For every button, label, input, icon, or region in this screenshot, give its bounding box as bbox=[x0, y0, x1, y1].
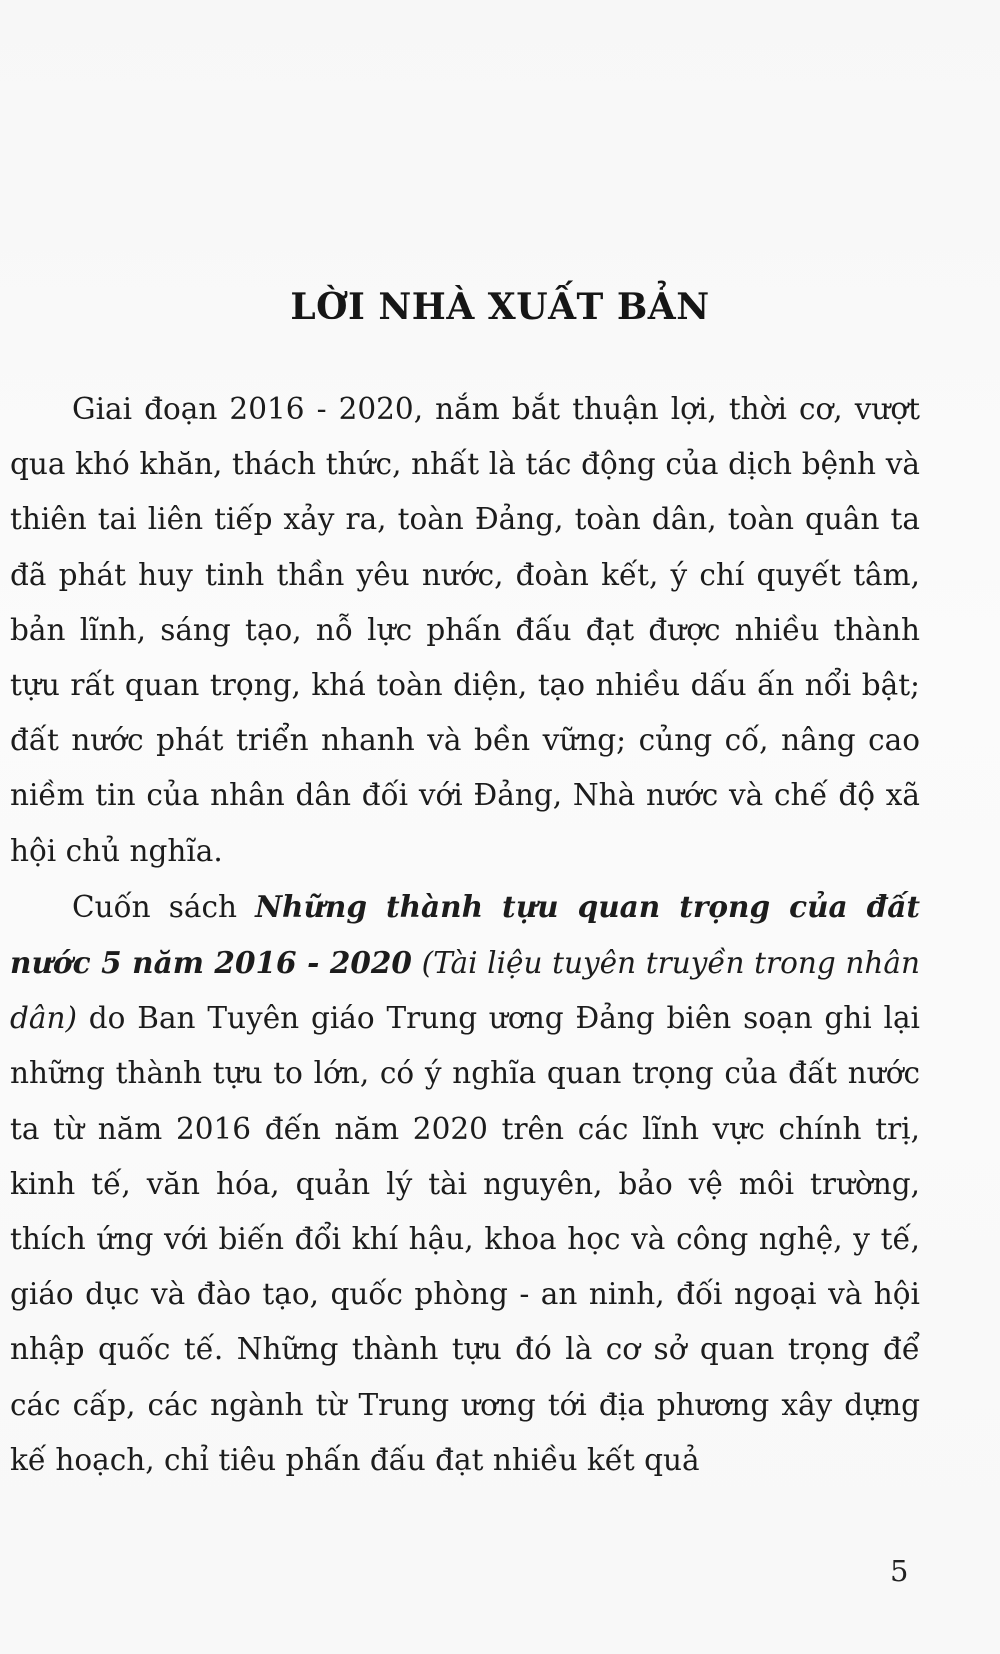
paragraph-2 bbox=[10, 879, 920, 1488]
book-subtitle: (Tài liệu tuyên truyền trong nhân dân) bbox=[10, 946, 920, 1036]
page-title: LỜI NHÀ XUẤT BẢN bbox=[290, 286, 710, 329]
paragraph-1: Giai đoạn 2016 - 2020, nắm bắt thuận lợi, thời cơ, vượt qua khó khăn, thách thức, nhất là tác động của dịch bệnh và thiên tai liên tiếp xảy ra, toàn Đảng, toàn dân, toàn quân ta đã phát huy tinh thần yêu nước, đoàn kết, ý chí quyết tâm, bản lĩnh, sáng tạo, nỗ lực phấn đấu đạt được nhiều thành tựu rất quan trọng, khá toàn diện, tạo nhiều dấu ấn nổi bật; đất nước phát triển nhanh và bền vững; củng cố, nâng cao niềm tin của nhân dân đối với Đảng, Nhà nước và chế độ xã hội chủ nghĩa. bbox=[10, 392, 920, 868]
paragraph-2-lead: Cuốn sách bbox=[72, 889, 256, 924]
book-title: Những thành tựu quan trọng của đất nước 5 năm 2016 - 2020 bbox=[10, 888, 920, 981]
body-text bbox=[10, 382, 920, 1488]
paragraph-2-rest: do Ban Tuyên giáo Trung ương Đảng biên soạn ghi lại những thành tựu to lớn, có ý nghĩa quan trọng của đất nước ta từ năm 2016 đến năm 2020 trên các lĩnh vực chính trị, kinh tế, văn hóa, quản lý tài nguyên, bảo vệ môi trường, thích ứng với biến đổi khí hậu, khoa học và công nghệ, y tế, giáo dục và đào tạo, quốc phòng - an ninh, đối ngoại và hội nhập quốc tế. Những thành tựu đó là cơ sở quan trọng để các cấp, các ngành từ Trung ương tới địa phương xây dựng kế hoạch, chỉ tiêu phấn đấu đạt nhiều kết quả bbox=[10, 1001, 920, 1477]
page-number: 5 bbox=[890, 1554, 909, 1588]
